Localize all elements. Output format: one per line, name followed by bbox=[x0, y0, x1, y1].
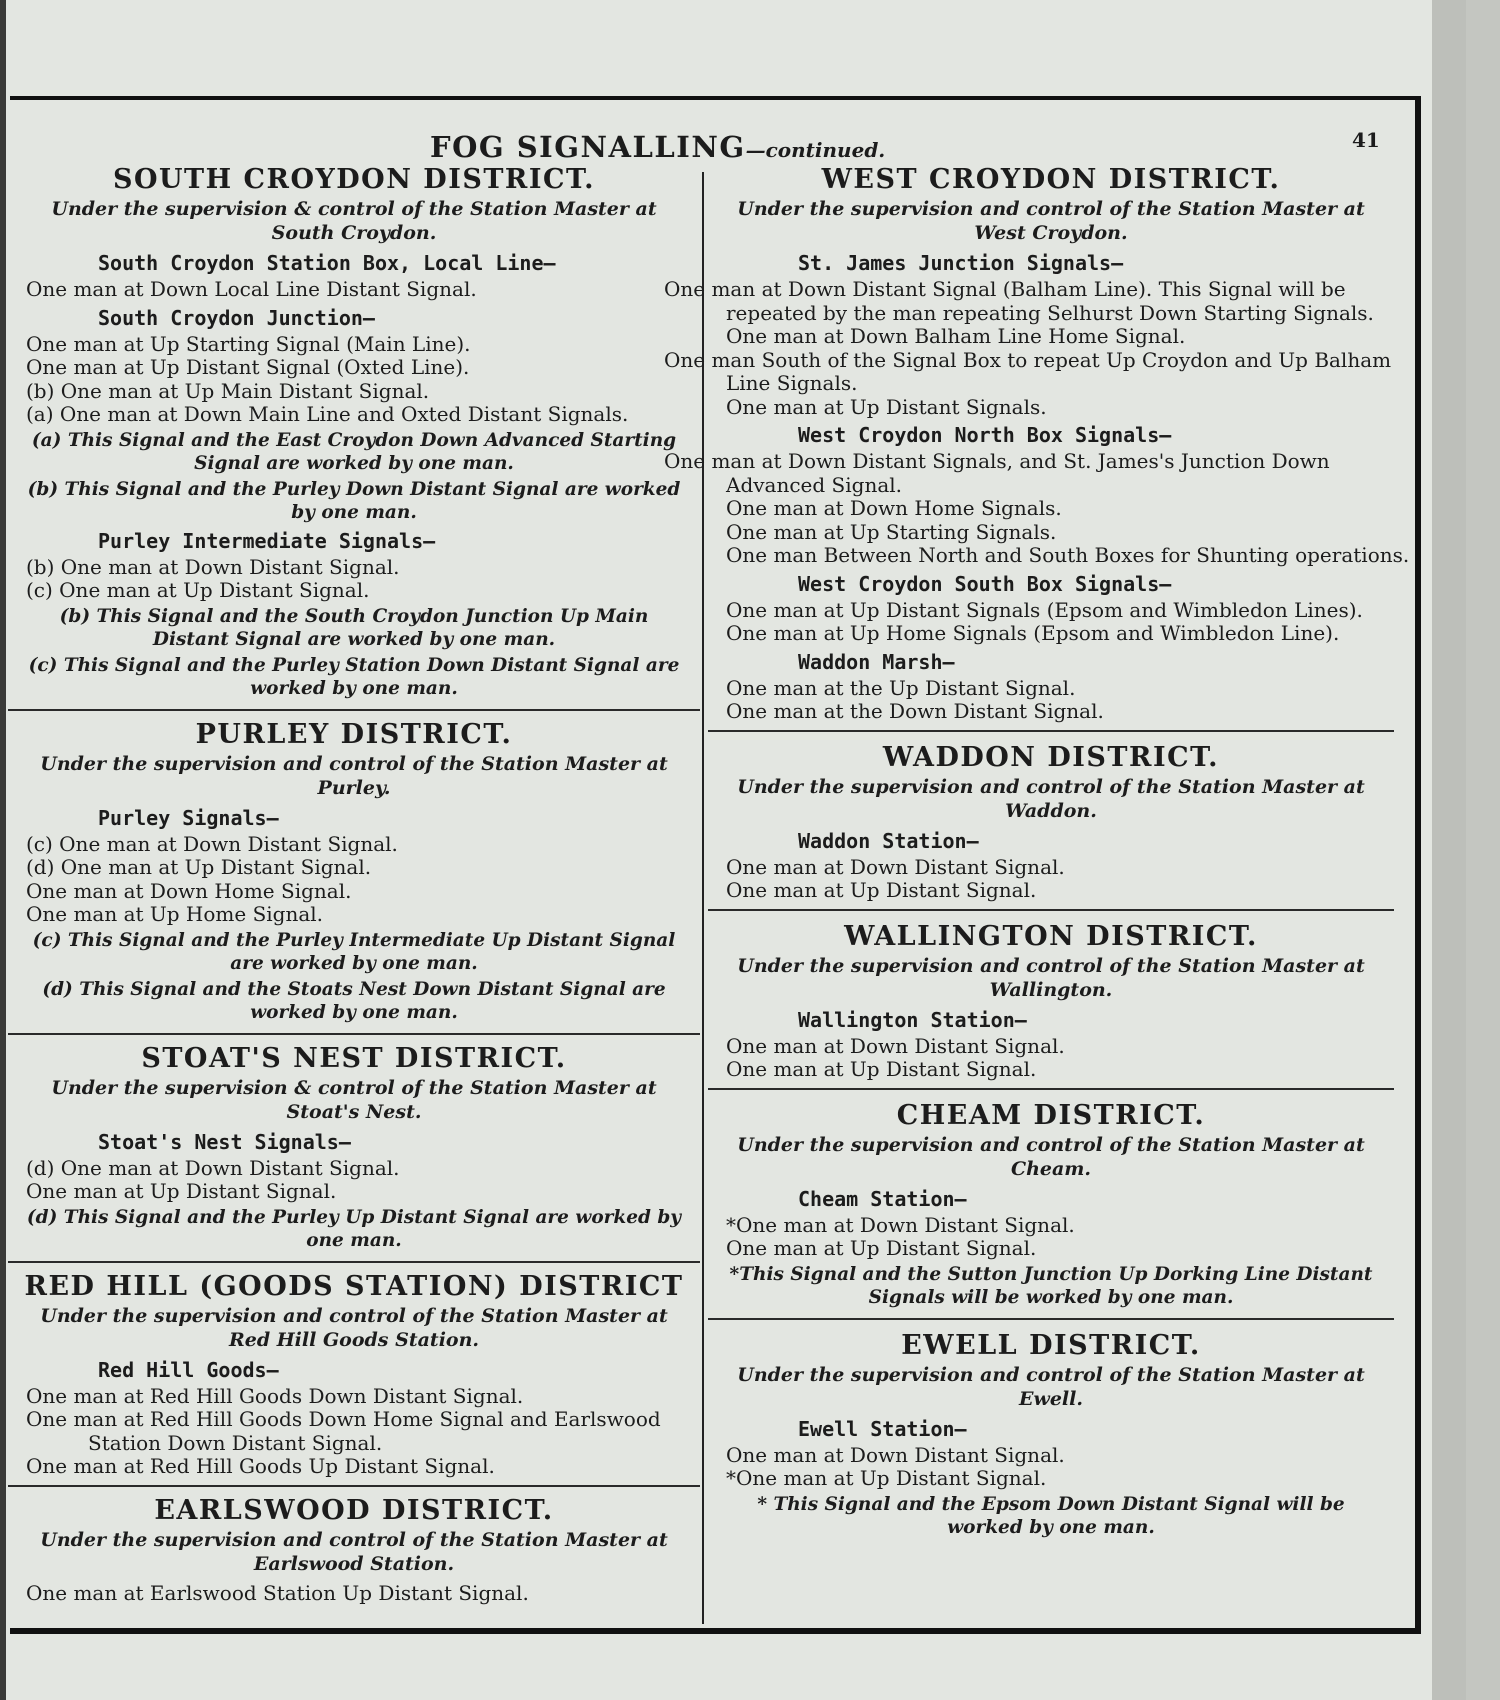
signal-box-heading: West Croydon North Box Signals— bbox=[798, 423, 1172, 447]
page-edge bbox=[1432, 0, 1466, 1700]
supervision-note: Under the supervision & control of the Station Master at South Croydon. bbox=[51, 198, 657, 244]
district-title: WALLINGTON DISTRICT. bbox=[844, 920, 1258, 952]
district-section bbox=[664, 164, 1410, 732]
district-section bbox=[708, 1100, 1394, 1320]
supervision-note: Under the supervision and control of the Station Master at Ewell. bbox=[737, 1363, 1365, 1410]
signal-instruction: One man at the Down Distant Signal. bbox=[726, 699, 1104, 723]
footnote: (a) This Signal and the East Croydon Down Advanced Starting Signal are worked by one man. bbox=[31, 429, 677, 474]
signal-instruction: One man at Earlswood Station Up Distant Signal. bbox=[26, 1580, 529, 1605]
signal-instruction: One man at Down Distant Signal. bbox=[726, 854, 1065, 879]
district-title: RED HILL (GOODS STATION) DISTRICT bbox=[24, 1270, 684, 1302]
signal-box-heading: Stoat's Nest Signals— bbox=[98, 1129, 351, 1154]
district-section bbox=[8, 719, 700, 1035]
signal-instruction: One man at the Up Distant Signal. bbox=[726, 675, 1076, 700]
signal-box-heading: Purley Intermediate Signals— bbox=[98, 528, 436, 553]
signal-instruction: One man at Up Starting Signal (Main Line). bbox=[26, 331, 471, 356]
signal-box-heading: Waddon Station— bbox=[798, 828, 979, 853]
district-section bbox=[708, 1330, 1394, 1548]
signal-box-heading: South Croydon Station Box, Local Line— bbox=[98, 251, 556, 275]
district-title: WADDON DISTRICT. bbox=[882, 741, 1220, 773]
signal-instruction: One man Between North and South Boxes for Shunting operations. bbox=[726, 543, 1410, 567]
signal-instruction: *One man at Up Distant Signal. bbox=[726, 1466, 1047, 1490]
district-section bbox=[8, 1043, 700, 1263]
district-section bbox=[8, 1271, 700, 1487]
supervision-note: Under the supervision and control of the Station Master at Wallington. bbox=[737, 954, 1365, 1001]
district-section bbox=[708, 742, 1394, 911]
signal-box-heading: Waddon Marsh— bbox=[798, 649, 955, 674]
signal-box-heading: Red Hill Goods— bbox=[98, 1357, 279, 1382]
footnote: (d) This Signal and the Purley Up Distant Signal are worked by one man. bbox=[26, 1206, 682, 1251]
signal-instruction: (c) One man at Down Distant Signal. bbox=[26, 831, 398, 856]
signal-instruction: One man at Up Home Signals (Epsom and Wimbledon Line). bbox=[726, 621, 1340, 645]
signal-instruction: One man at Down Distant Signal (Balham Line). This Signal will be repeated by the man repeating Selhurst Down Starting Signals. bbox=[664, 277, 1374, 325]
signal-instruction: One man at Down Local Line Distant Signal. bbox=[26, 277, 477, 301]
footnote: (c) This Signal and the Purley Station Down Distant Signal are worked by one man. bbox=[28, 654, 680, 699]
signal-instruction: One man at Down Home Signal. bbox=[26, 878, 352, 903]
signal-box-heading: South Croydon Junction— bbox=[98, 305, 375, 330]
signal-box-heading: St. James Junction Signals— bbox=[798, 251, 1124, 275]
district-title: CHEAM DISTRICT. bbox=[896, 1099, 1206, 1131]
signal-instruction: (c) One man at Up Distant Signal. bbox=[26, 578, 370, 602]
district-section bbox=[708, 921, 1394, 1090]
district-title: STOAT'S NEST DISTRICT. bbox=[141, 1042, 567, 1074]
footnote: (c) This Signal and the Purley Intermediate Up Distant Signal are worked by one man. bbox=[32, 929, 676, 974]
signal-instruction: One man South of the Signal Box to repeat Up Croydon and Up Balham Line Signals. bbox=[664, 347, 1392, 395]
signal-instruction: One man at Up Home Signal. bbox=[26, 902, 324, 926]
page-number: 41 bbox=[1352, 128, 1380, 152]
signal-instruction: One man at Down Distant Signals, and St. James's Junction Down Advanced Signal. bbox=[664, 449, 1330, 497]
page-title bbox=[430, 130, 885, 164]
supervision-note: Under the supervision and control of the Station Master at Waddon. bbox=[737, 775, 1365, 822]
signal-box-heading: Wallington Station— bbox=[798, 1007, 1027, 1032]
signal-box-heading: Cheam Station— bbox=[798, 1186, 967, 1211]
signal-instruction: (b) One man at Up Main Distant Signal. bbox=[26, 378, 430, 403]
signal-instruction: One man at Down Distant Signal. bbox=[726, 1442, 1065, 1467]
signal-instruction: (b) One man at Down Distant Signal. bbox=[26, 554, 400, 579]
column-divider bbox=[702, 172, 704, 1624]
signal-instruction: *One man at Down Distant Signal. bbox=[726, 1212, 1075, 1237]
signal-instruction: One man at Up Distant Signals (Epsom and Wimbledon Lines). bbox=[726, 597, 1363, 622]
page-title-text: FOG SIGNALLING bbox=[430, 130, 746, 164]
page-title-continued: —continued. bbox=[745, 138, 886, 162]
supervision-note: Under the supervision & control of the Station Master at Stoat's Nest. bbox=[51, 1076, 657, 1123]
signal-instruction: One man at Up Distant Signal (Oxted Line). bbox=[26, 355, 470, 379]
signal-instruction: (d) One man at Up Distant Signal. bbox=[26, 855, 372, 879]
footnote: *This Signal and the Sutton Junction Up Dorking Line Distant Signals will be worked by one man. bbox=[729, 1263, 1373, 1308]
footnote: (b) This Signal and the Purley Down Distant Signal are worked by one man. bbox=[27, 478, 681, 523]
left-column bbox=[8, 160, 700, 1619]
supervision-note: Under the supervision and control of the Station Master at Earlswood Station. bbox=[40, 1528, 668, 1575]
district-title: EARLSWOOD DISTRICT. bbox=[154, 1494, 554, 1526]
footnote: (b) This Signal and the South Croydon Junction Up Main Distant Signal are worked by one man. bbox=[59, 605, 649, 650]
signal-instruction: (d) One man at Down Distant Signal. bbox=[26, 1155, 400, 1180]
signal-instruction: One man at Up Distant Signals. bbox=[726, 394, 1047, 419]
signal-instruction: One man at Red Hill Goods Up Distant Signal. bbox=[26, 1454, 495, 1478]
district-section bbox=[8, 1495, 700, 1612]
signal-instruction: One man at Red Hill Goods Down Distant Signal. bbox=[26, 1383, 524, 1408]
district-title: SOUTH CROYDON DISTRICT. bbox=[112, 164, 595, 195]
signal-instruction: One man at Red Hill Goods Down Home Signal and Earlswood Station Down Distant Signal. bbox=[26, 1407, 661, 1455]
supervision-note: Under the supervision and control of the Station Master at West Croydon. bbox=[737, 198, 1365, 244]
footnote: * This Signal and the Epsom Down Distant Signal will be worked by one man. bbox=[757, 1493, 1345, 1538]
signal-instruction: One man at Down Distant Signal. bbox=[726, 1033, 1065, 1058]
district-title: WEST CROYDON DISTRICT. bbox=[821, 164, 1281, 195]
signal-box-heading: Purley Signals— bbox=[98, 805, 279, 830]
district-title: EWELL DISTRICT. bbox=[901, 1329, 1201, 1361]
signal-box-heading: West Croydon South Box Signals— bbox=[798, 571, 1172, 596]
signal-instruction: One man at Down Balham Line Home Signal. bbox=[726, 324, 1186, 348]
signal-instruction: One man at Up Distant Signal. bbox=[726, 1236, 1037, 1260]
footnote: (d) This Signal and the Stoats Nest Down Distant Signal are worked by one man. bbox=[42, 978, 666, 1023]
signal-instruction: (a) One man at Down Main Line and Oxted Distant Signals. bbox=[26, 402, 629, 426]
supervision-note: Under the supervision and control of the Station Master at Purley. bbox=[40, 752, 668, 799]
signal-instruction: One man at Up Distant Signal. bbox=[726, 878, 1037, 902]
supervision-note: Under the supervision and control of the Station Master at Cheam. bbox=[737, 1133, 1365, 1180]
signal-instruction: One man at Up Starting Signals. bbox=[726, 519, 1057, 544]
signal-instruction: One man at Up Distant Signal. bbox=[26, 1179, 337, 1203]
signal-box-heading: Ewell Station— bbox=[798, 1416, 967, 1441]
district-title: PURLEY DISTRICT. bbox=[195, 718, 513, 750]
supervision-note: Under the supervision and control of the Station Master at Red Hill Goods Station. bbox=[40, 1304, 668, 1351]
signal-instruction: One man at Up Distant Signal. bbox=[726, 1057, 1037, 1081]
district-section bbox=[8, 164, 700, 711]
signal-instruction: One man at Down Home Signals. bbox=[726, 496, 1062, 520]
right-column bbox=[664, 160, 1410, 1558]
